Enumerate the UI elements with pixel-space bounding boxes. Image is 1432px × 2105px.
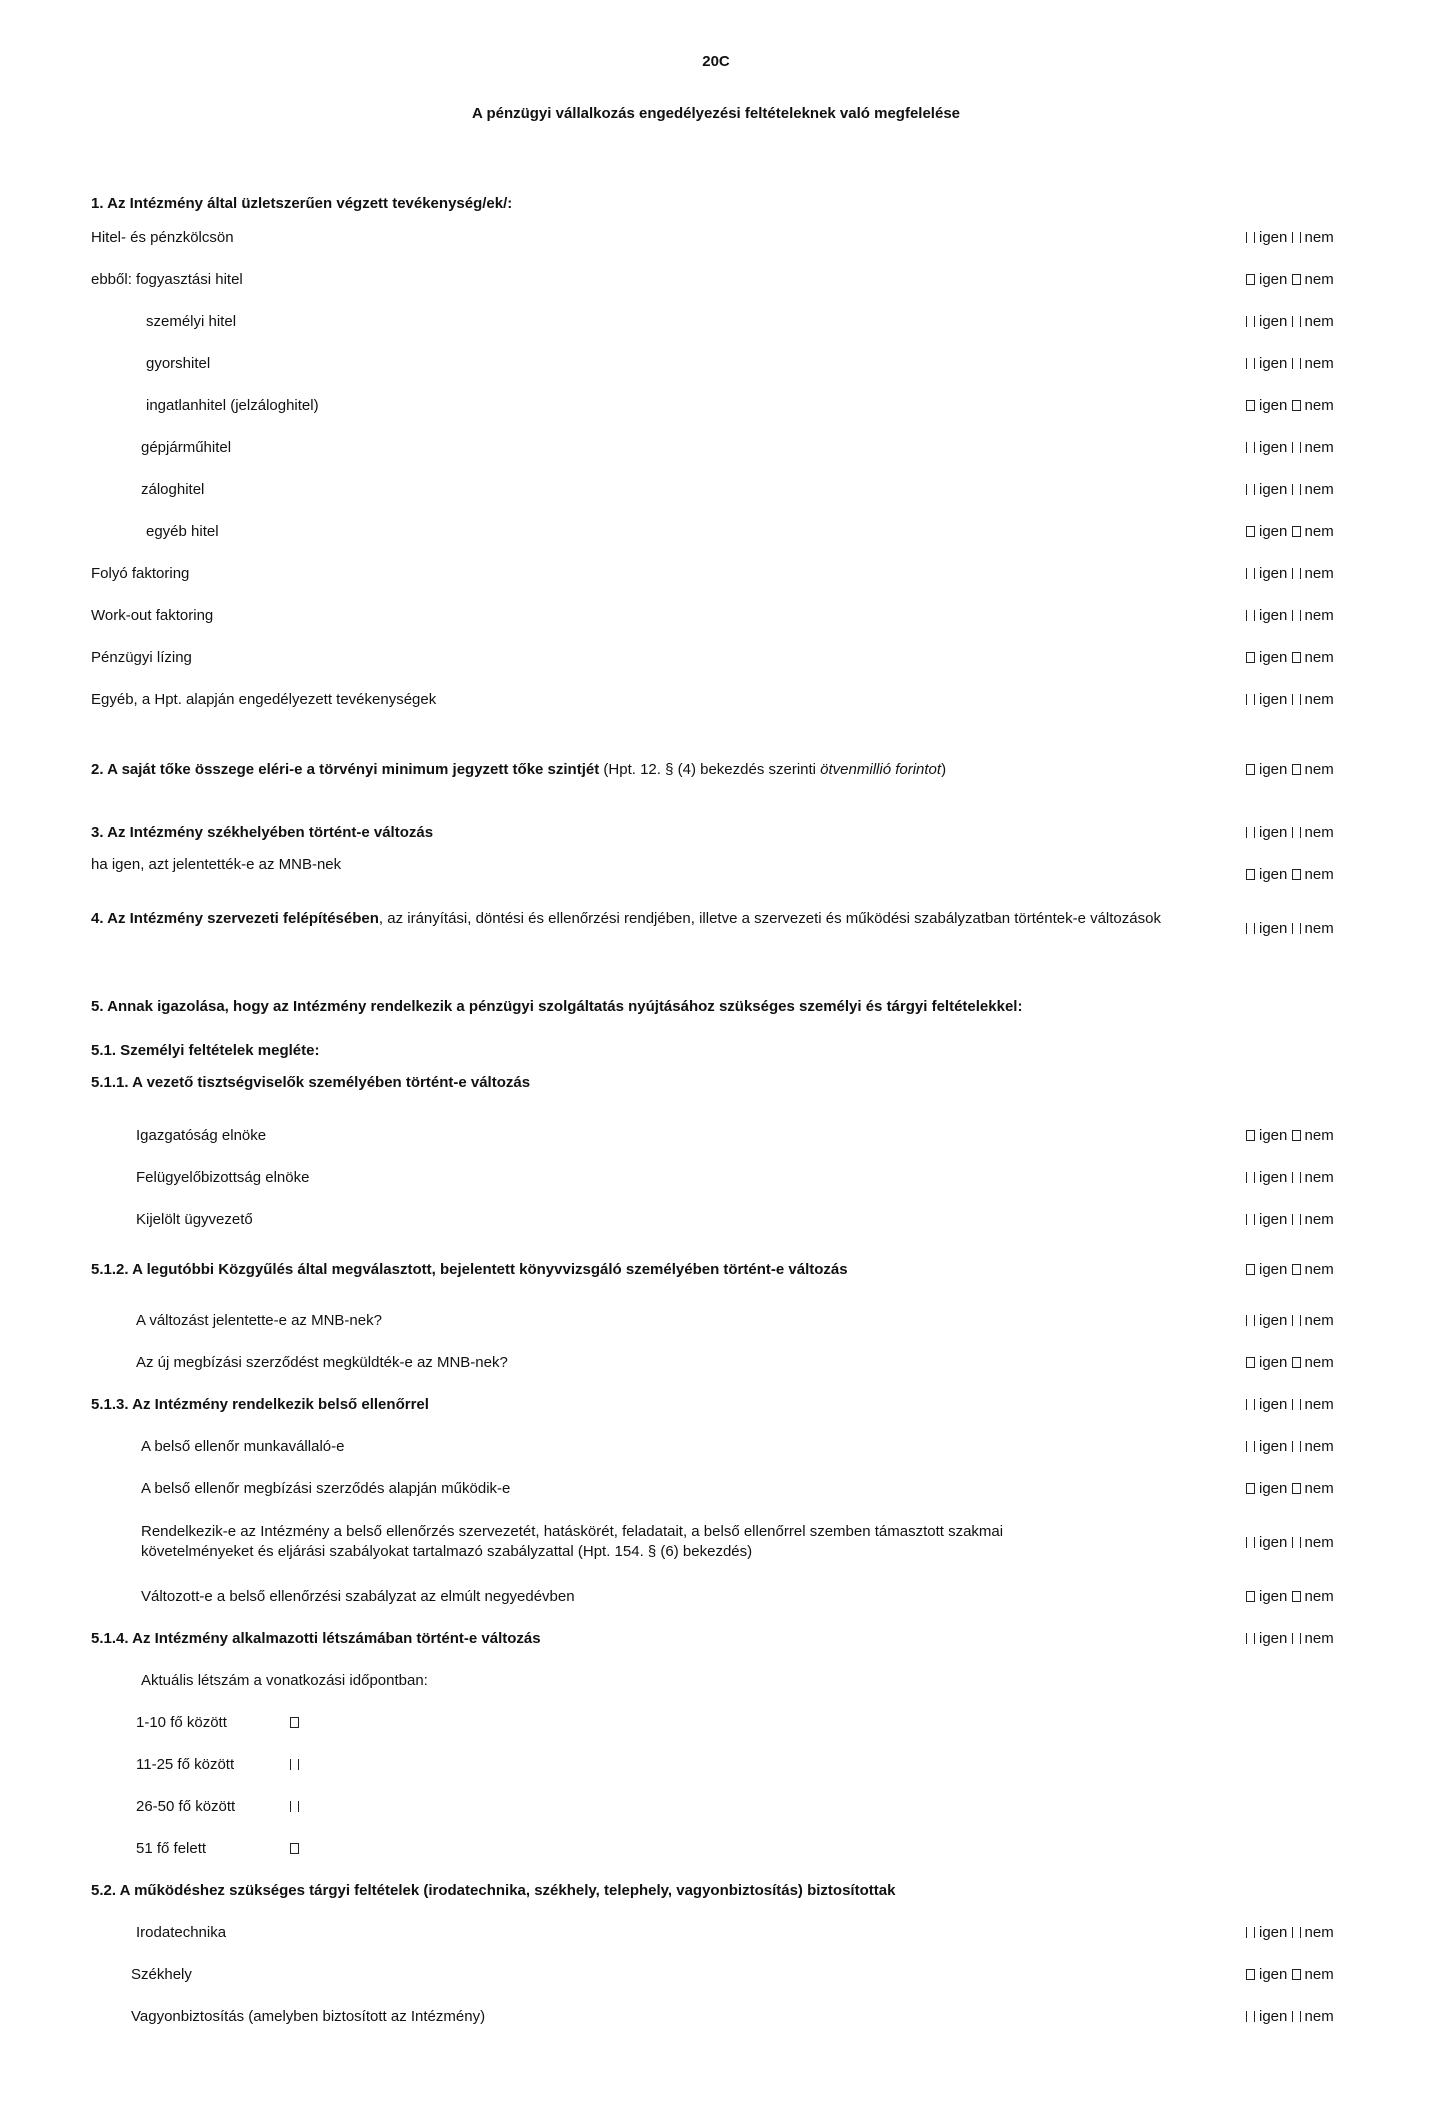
- activity-label: gépjárműhitel: [141, 439, 232, 456]
- no-checkbox[interactable]: [1292, 1633, 1301, 1644]
- section-3-sub: ha igen, azt jelentették-e az MNB-nek: [91, 856, 342, 873]
- yes-checkbox[interactable]: [1246, 652, 1255, 663]
- internal-audit-label: A belső ellenőr megbízási szerződés alapján működik-e: [141, 1480, 511, 1497]
- section-3-yes-no: igen nem: [1246, 823, 1334, 843]
- yes-checkbox[interactable]: [1246, 568, 1255, 579]
- no-checkbox[interactable]: [1292, 1927, 1301, 1938]
- no-checkbox[interactable]: [1292, 358, 1301, 369]
- no-checkbox[interactable]: [1292, 1537, 1301, 1548]
- activity-yes-no: igen nem: [1246, 354, 1334, 374]
- yes-checkbox[interactable]: [1246, 764, 1255, 775]
- no-checkbox[interactable]: [1292, 1214, 1301, 1225]
- yes-checkbox[interactable]: [1246, 1357, 1255, 1368]
- no-checkbox[interactable]: [1292, 1357, 1301, 1368]
- yes-checkbox[interactable]: [1246, 400, 1255, 411]
- no-checkbox[interactable]: [1292, 764, 1301, 775]
- yes-checkbox[interactable]: [1246, 1130, 1255, 1141]
- no-checkbox[interactable]: [1292, 274, 1301, 285]
- no-checkbox[interactable]: [1292, 1399, 1301, 1410]
- yes-checkbox[interactable]: [1246, 442, 1255, 453]
- yes-checkbox[interactable]: [1246, 274, 1255, 285]
- yes-checkbox[interactable]: [1246, 1969, 1255, 1980]
- section-5-1-1-heading: 5.1.1. A vezető tisztségviselők személyében történt-e változás: [91, 1074, 531, 1091]
- section-4-question: 4. Az Intézmény szervezeti felépítésében, az irányítási, döntési és ellenőrzési rendjében, illetve a szervezeti és működési szabályzatban történtek-e változások: [91, 910, 1161, 927]
- yes-checkbox[interactable]: [1246, 1483, 1255, 1494]
- activity-label: Work-out faktoring: [91, 607, 214, 624]
- no-checkbox[interactable]: [1292, 568, 1301, 579]
- material-label: Irodatechnika: [136, 1924, 227, 1941]
- activity-label: Egyéb, a Hpt. alapján engedélyezett tevékenységek: [91, 691, 437, 708]
- officer-label: Igazgatóság elnöke: [136, 1127, 267, 1144]
- no-checkbox[interactable]: [1292, 827, 1301, 838]
- yes-checkbox[interactable]: [1246, 1399, 1255, 1410]
- yes-checkbox[interactable]: [1246, 358, 1255, 369]
- auditor-yes-no: igen nem: [1246, 1260, 1334, 1280]
- no-checkbox[interactable]: [1292, 2011, 1301, 2022]
- headcount-label: 1-10 fő között: [136, 1714, 227, 1731]
- no-checkbox[interactable]: [1292, 484, 1301, 495]
- officer-yes-no: igen nem: [1246, 1126, 1334, 1146]
- form-code: 20C: [702, 53, 730, 70]
- internal-audit-yes-no: igen nem: [1246, 1437, 1334, 1457]
- no-checkbox[interactable]: [1292, 1441, 1301, 1452]
- section-3-heading: 3. Az Intézmény székhelyében történt-e változás: [91, 824, 434, 841]
- headcount-sub: Aktuális létszám a vonatkozási időpontban:: [141, 1672, 428, 1689]
- activity-label: gyorshitel: [146, 355, 211, 372]
- activity-label: egyéb hitel: [146, 523, 219, 540]
- activity-yes-no: igen nem: [1246, 396, 1334, 416]
- headcount-label: 11-25 fő között: [136, 1756, 235, 1773]
- yes-checkbox[interactable]: [1246, 1441, 1255, 1452]
- headcount-checkbox[interactable]: [290, 1839, 303, 1859]
- yes-checkbox[interactable]: [1246, 869, 1255, 880]
- yes-checkbox[interactable]: [1246, 1214, 1255, 1225]
- yes-checkbox[interactable]: [1246, 1264, 1255, 1275]
- no-checkbox[interactable]: [1292, 400, 1301, 411]
- material-yes-no: igen nem: [1246, 1923, 1334, 1943]
- yes-checkbox[interactable]: [1246, 610, 1255, 621]
- auditor-item-yes-no: igen nem: [1246, 1353, 1334, 1373]
- internal-audit-label: Rendelkezik-e az Intézmény a belső ellenőrzés szervezetét, hatáskörét, feladatait, a belső ellenőrrel szemben támasztott szakmai követelményeket és eljárási szabályokat tartalmazó szabályzattal (Hpt. 154. § (6) bekezdés): [141, 1523, 1004, 1560]
- activity-yes-no: igen nem: [1246, 312, 1334, 332]
- yes-checkbox[interactable]: [1246, 1537, 1255, 1548]
- headcount-label: 51 fő felett: [136, 1840, 207, 1857]
- yes-checkbox[interactable]: [1246, 1633, 1255, 1644]
- section-5-1-4-heading: 5.1.4. Az Intézmény alkalmazotti létszámában történt-e változás: [91, 1630, 541, 1647]
- headcount-checkbox[interactable]: [290, 1755, 303, 1775]
- section-5-1-2-heading: 5.1.2. A legutóbbi Közgyűlés által megválasztott, bejelentett könyvvizsgáló személyében történt-e változás: [91, 1261, 848, 1278]
- no-checkbox[interactable]: [1292, 1130, 1301, 1141]
- yes-checkbox[interactable]: [1246, 526, 1255, 537]
- officer-yes-no: igen nem: [1246, 1210, 1334, 1230]
- no-checkbox[interactable]: [1292, 316, 1301, 327]
- activity-yes-no: igen nem: [1246, 564, 1334, 584]
- activity-label: záloghitel: [141, 481, 205, 498]
- headcount-label: 26-50 fő között: [136, 1798, 236, 1815]
- officer-yes-no: igen nem: [1246, 1168, 1334, 1188]
- yes-checkbox[interactable]: [1246, 694, 1255, 705]
- no-checkbox[interactable]: [1292, 526, 1301, 537]
- material-yes-no: igen nem: [1246, 1965, 1334, 1985]
- headcount-change-yes-no: igen nem: [1246, 1629, 1334, 1649]
- auditor-item-label: Az új megbízási szerződést megküldték-e az MNB-nek?: [136, 1354, 508, 1371]
- yes-checkbox[interactable]: [1246, 827, 1255, 838]
- material-label: Vagyonbiztosítás (amelyben biztosított az Intézmény): [131, 2008, 486, 2025]
- yes-checkbox[interactable]: [1246, 316, 1255, 327]
- yes-checkbox[interactable]: [1246, 1172, 1255, 1183]
- section-2-yes-no: igen nem: [1246, 760, 1334, 780]
- activity-yes-no: igen nem: [1246, 480, 1334, 500]
- yes-checkbox[interactable]: [1246, 1927, 1255, 1938]
- activity-label: Hitel- és pénzkölcsön: [91, 229, 234, 246]
- activity-yes-no: igen nem: [1246, 690, 1334, 710]
- auditor-item-yes-no: igen nem: [1246, 1311, 1334, 1331]
- no-checkbox[interactable]: [1292, 923, 1301, 934]
- activity-yes-no: igen nem: [1246, 648, 1334, 668]
- form-title: A pénzügyi vállalkozás engedélyezési feltételeknek való megfelelése: [472, 105, 960, 122]
- activity-label: ebből: fogyasztási hitel: [91, 271, 243, 288]
- officer-label: Felügyelőbizottság elnöke: [136, 1169, 310, 1186]
- material-yes-no: igen nem: [1246, 2007, 1334, 2027]
- activity-yes-no: igen nem: [1246, 438, 1334, 458]
- activity-label: ingatlanhitel (jelzáloghitel): [146, 397, 319, 414]
- activity-yes-no: igen nem: [1246, 522, 1334, 542]
- no-checkbox[interactable]: [1292, 610, 1301, 621]
- yes-checkbox[interactable]: [1246, 1591, 1255, 1602]
- material-label: Székhely: [131, 1966, 192, 1983]
- no-checkbox[interactable]: [1292, 694, 1301, 705]
- yes-checkbox[interactable]: [1246, 1315, 1255, 1326]
- section-5-1-heading: 5.1. Személyi feltételek megléte:: [91, 1042, 320, 1059]
- activity-label: Folyó faktoring: [91, 565, 190, 582]
- no-checkbox[interactable]: [1292, 869, 1301, 880]
- activity-yes-no: igen nem: [1246, 270, 1334, 290]
- section-2-question: 2. A saját tőke összege eléri-e a törvényi minimum jegyzett tőke szintjét (Hpt. 12. § (4) bekezdés szerinti ötvenmillió forintot): [91, 761, 947, 778]
- activity-yes-no: igen nem: [1246, 228, 1334, 248]
- headcount-checkbox[interactable]: [290, 1713, 303, 1733]
- internal-audit-yes-no: igen nem: [1246, 1479, 1334, 1499]
- no-checkbox[interactable]: [1292, 1591, 1301, 1602]
- no-checkbox[interactable]: [1292, 1483, 1301, 1494]
- officer-label: Kijelölt ügyvezető: [136, 1211, 253, 1228]
- internal-audit-label: A belső ellenőr munkavállaló-e: [141, 1438, 345, 1455]
- section-5-2-heading: 5.2. A működéshez szükséges tárgyi feltételek (irodatechnika, székhely, telephely, vagyonbiztosítás) biztosítottak: [91, 1882, 896, 1899]
- no-checkbox[interactable]: [1292, 1264, 1301, 1275]
- no-checkbox[interactable]: [1292, 1172, 1301, 1183]
- internal-audit-label: Változott-e a belső ellenőrzési szabályzat az elmúlt negyedévben: [141, 1588, 575, 1605]
- section-5-heading: 5. Annak igazolása, hogy az Intézmény rendelkezik a pénzügyi szolgáltatás nyújtásához szükséges személyi és tárgyi feltételekkel:: [91, 998, 1023, 1015]
- no-checkbox[interactable]: [1292, 1969, 1301, 1980]
- no-checkbox[interactable]: [1292, 1315, 1301, 1326]
- internal-audit-yes-no: igen nem: [1246, 1533, 1334, 1553]
- internal-auditor-yes-no: igen nem: [1246, 1395, 1334, 1415]
- yes-checkbox[interactable]: [1246, 484, 1255, 495]
- auditor-item-label: A változást jelentette-e az MNB-nek?: [136, 1312, 382, 1329]
- section-1-heading: 1. Az Intézmény által üzletszerűen végzett tevékenység/ek/:: [91, 195, 513, 212]
- section-4-yes-no: igen nem: [1246, 919, 1334, 939]
- internal-audit-yes-no: igen nem: [1246, 1587, 1334, 1607]
- yes-checkbox[interactable]: [1246, 2011, 1255, 2022]
- headcount-checkbox[interactable]: [290, 1797, 303, 1817]
- section-3-sub-yes-no: igen nem: [1246, 865, 1334, 885]
- no-checkbox[interactable]: [1292, 442, 1301, 453]
- yes-checkbox[interactable]: [1246, 232, 1255, 243]
- no-checkbox[interactable]: [1292, 652, 1301, 663]
- activity-yes-no: igen nem: [1246, 606, 1334, 626]
- activity-label: személyi hitel: [146, 313, 237, 330]
- section-5-1-3-heading: 5.1.3. Az Intézmény rendelkezik belső ellenőrrel: [91, 1396, 429, 1413]
- activity-label: Pénzügyi lízing: [91, 649, 192, 666]
- no-checkbox[interactable]: [1292, 232, 1301, 243]
- yes-checkbox[interactable]: [1246, 923, 1255, 934]
